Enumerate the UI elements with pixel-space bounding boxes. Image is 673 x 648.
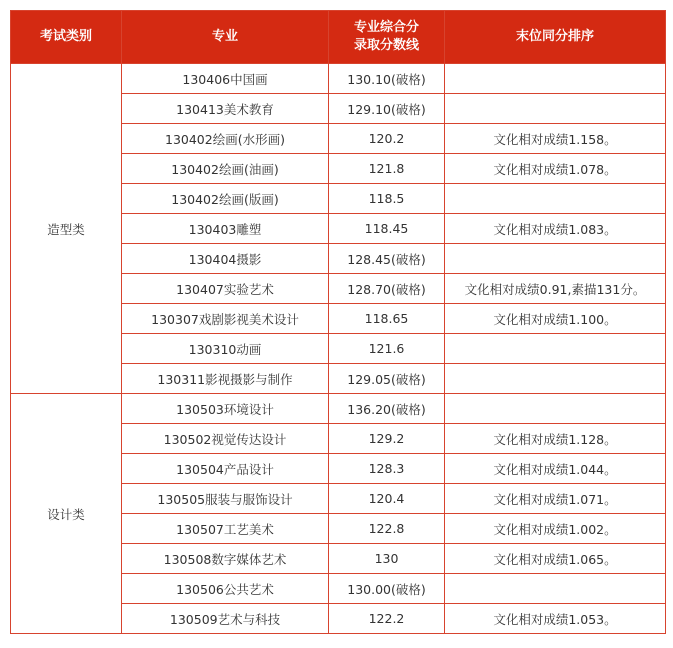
score-cell: 122.2	[329, 604, 445, 634]
tiebreak-cell: 文化相对成绩1.128。	[445, 424, 666, 454]
tiebreak-cell	[445, 94, 666, 124]
score-cell: 130.10(破格)	[329, 64, 445, 94]
tiebreak-cell	[445, 244, 666, 274]
tiebreak-cell	[445, 64, 666, 94]
major-cell: 130407实验艺术	[122, 274, 329, 304]
table-row	[11, 394, 666, 424]
table-header	[11, 11, 666, 64]
major-cell: 130402绘画(油画)	[122, 154, 329, 184]
score-cell: 122.8	[329, 514, 445, 544]
score-cell: 136.20(破格)	[329, 394, 445, 424]
major-cell: 130413美术教育	[122, 94, 329, 124]
header-category: 考试类别	[11, 11, 122, 64]
tiebreak-cell: 文化相对成绩1.158。	[445, 124, 666, 154]
major-cell: 130310动画	[122, 334, 329, 364]
score-cell: 128.70(破格)	[329, 274, 445, 304]
major-cell: 130507工艺美术	[122, 514, 329, 544]
major-cell: 130402绘画(版画)	[122, 184, 329, 214]
score-cell: 120.2	[329, 124, 445, 154]
header-major: 专业	[122, 11, 329, 64]
major-cell: 130503环境设计	[122, 394, 329, 424]
major-cell: 130403雕塑	[122, 214, 329, 244]
score-cell: 121.6	[329, 334, 445, 364]
major-cell: 130502视觉传达设计	[122, 424, 329, 454]
header-score-line2: 录取分数线	[353, 38, 419, 53]
score-cell: 129.05(破格)	[329, 364, 445, 394]
major-cell: 130307戏剧影视美术设计	[122, 304, 329, 334]
major-cell: 130406中国画	[122, 64, 329, 94]
tiebreak-cell: 文化相对成绩1.053。	[445, 604, 666, 634]
major-cell: 130505服装与服饰设计	[122, 484, 329, 514]
score-cell: 120.4	[329, 484, 445, 514]
major-cell: 130506公共艺术	[122, 574, 329, 604]
header-tiebreak: 末位同分排序	[445, 11, 666, 64]
tiebreak-cell: 文化相对成绩1.071。	[445, 484, 666, 514]
score-cell: 129.2	[329, 424, 445, 454]
score-cell: 129.10(破格)	[329, 94, 445, 124]
score-cell: 128.3	[329, 454, 445, 484]
score-cell: 128.45(破格)	[329, 244, 445, 274]
tiebreak-cell	[445, 574, 666, 604]
tiebreak-cell	[445, 394, 666, 424]
tiebreak-cell: 文化相对成绩0.91,素描131分。	[445, 274, 666, 304]
table-body	[11, 64, 666, 634]
tiebreak-cell: 文化相对成绩1.100。	[445, 304, 666, 334]
major-cell: 130404摄影	[122, 244, 329, 274]
score-cell: 118.5	[329, 184, 445, 214]
tiebreak-cell: 文化相对成绩1.044。	[445, 454, 666, 484]
score-cell: 118.65	[329, 304, 445, 334]
admission-score-table	[10, 10, 666, 634]
score-cell: 121.8	[329, 154, 445, 184]
tiebreak-cell: 文化相对成绩1.065。	[445, 544, 666, 574]
tiebreak-cell	[445, 334, 666, 364]
table-row	[11, 64, 666, 94]
tiebreak-cell	[445, 364, 666, 394]
tiebreak-cell: 文化相对成绩1.078。	[445, 154, 666, 184]
tiebreak-cell: 文化相对成绩1.083。	[445, 214, 666, 244]
tiebreak-cell	[445, 184, 666, 214]
category-cell: 设计类	[11, 394, 122, 634]
header-row	[11, 11, 666, 64]
category-cell: 造型类	[11, 64, 122, 394]
tiebreak-cell: 文化相对成绩1.002。	[445, 514, 666, 544]
major-cell: 130311影视摄影与制作	[122, 364, 329, 394]
major-cell: 130504产品设计	[122, 454, 329, 484]
score-cell: 118.45	[329, 214, 445, 244]
score-cell: 130.00(破格)	[329, 574, 445, 604]
header-score-line1: 专业综合分	[353, 20, 419, 35]
major-cell: 130508数字媒体艺术	[122, 544, 329, 574]
score-cell: 130	[329, 544, 445, 574]
major-cell: 130509艺术与科技	[122, 604, 329, 634]
header-score	[329, 11, 445, 64]
major-cell: 130402绘画(水形画)	[122, 124, 329, 154]
